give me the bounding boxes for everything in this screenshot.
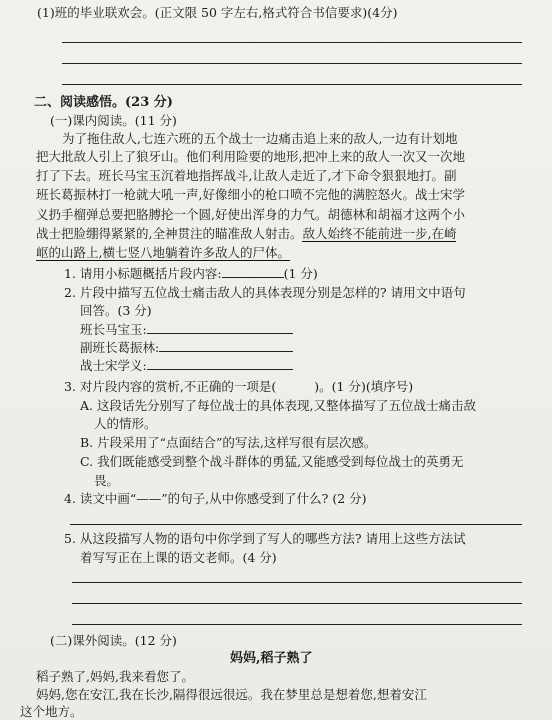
question-2: 2. 片段中描写五位战士痛击敌人的具体表现分别是怎样的? 请用文中语句 (64, 285, 466, 300)
article-line: 这个地方。 (20, 704, 83, 719)
option-b: B. 片段采用了“点面结合”的写法,这样写很有层次感。 (80, 435, 377, 450)
question-4: 4. 读文中画“——”的句子,从中你感受到了什么? (2 分) (64, 491, 367, 506)
question-5-continued: 着写写正在上课的语文老师。(4 分) (80, 550, 277, 565)
option-c: C. 我们既能感受到整个战斗群体的勇猛,又能感受到每位战士的英勇无 (80, 454, 464, 469)
question-tail: )。(1 分)(填序号) (314, 379, 414, 394)
part-title: (二)课外阅读。(12 分) (50, 633, 177, 648)
article-line: 稻子熟了,妈妈,我来看您了。 (36, 669, 194, 684)
answer-label: 战士宋学义: (80, 358, 147, 373)
passage-line: 为了拖住敌人,七连六班的五个战士一边痛击追上来的敌人,一边有计划地 (62, 131, 458, 146)
passage-line: 义扔手榴弹总要把胳膊抡一个圆,好使出浑身的力气。胡德林和胡福才这两个小 (36, 207, 465, 222)
underlined-sentence: 敌人始终不能前进一步,在崎 (302, 226, 457, 241)
answer-line[interactable] (62, 84, 522, 85)
passage-line (36, 225, 456, 243)
answer-line[interactable] (70, 524, 522, 525)
answer-blank[interactable] (147, 321, 293, 334)
option-c-continued: 畏。 (94, 473, 120, 488)
passage-line (36, 244, 290, 262)
answer-line[interactable] (62, 63, 522, 64)
question-score: (1 分) (283, 266, 318, 281)
option-a-continued: 人的情形。 (94, 416, 157, 431)
answer-item (80, 339, 293, 357)
section-heading: 二、阅读感悟。(23 分) (34, 95, 173, 110)
answer-line[interactable] (62, 42, 522, 43)
answer-line[interactable] (72, 624, 522, 625)
answer-label: 副班长葛振林: (80, 340, 160, 355)
question-3 (64, 378, 413, 396)
passage-line: 班长葛振林打一枪就大吼一声,好像细小的枪口喷不完他的满腔怒火。战士宋学 (36, 187, 465, 202)
passage-line: 打了下去。班长马宝玉沉着地指挥战斗,让敌人走近了,才下命令狠狠地打。副 (36, 168, 457, 183)
question-1 (64, 265, 318, 283)
answer-item (80, 357, 293, 375)
question-5: 5. 从这段描写人物的语句中你学到了写人的哪些方法? 请用上这些方法试 (64, 531, 466, 546)
passage-text: 战士把脸绷得紧紧的,全神贯注的瞄准敌人射击。 (36, 226, 303, 241)
underlined-sentence: 岖的山路上,横七竖八地躺着许多敌人的尸体。 (36, 245, 290, 260)
answer-label: 班长马宝玉: (80, 322, 147, 337)
question-2-continued: 回答。(3 分) (80, 303, 152, 318)
article-line: 妈妈,您在安江,我在长沙,隔得很远很远。我在梦里总是想着您,想着安江 (36, 687, 427, 702)
answer-line[interactable] (72, 582, 522, 583)
article-title: 妈妈,稻子熟了 (230, 651, 313, 666)
question-text: 1. 请用小标题概括片段内容: (64, 266, 222, 281)
answer-blank[interactable] (159, 339, 293, 352)
answer-blank[interactable] (222, 265, 284, 278)
option-a: A. 这段话先分别写了每位战士的具体表现,又整体描写了五位战士痛击敌 (80, 398, 476, 413)
answer-line[interactable] (72, 603, 522, 604)
passage-line: 把大批敌人引上了狼牙山。他们利用险要的地形,把冲上来的敌人一次又一次地 (36, 149, 465, 164)
answer-item (80, 321, 293, 339)
writing-task-prompt: (1)班的毕业联欢会。(正文限 50 字左右,格式符合书信要求)(4分) (37, 5, 398, 20)
question-text: 3. 对片段内容的赏析,不正确的一项是( (64, 379, 277, 394)
part-title: (一)课内阅读。(11 分) (50, 113, 177, 128)
answer-blank[interactable] (147, 357, 293, 370)
